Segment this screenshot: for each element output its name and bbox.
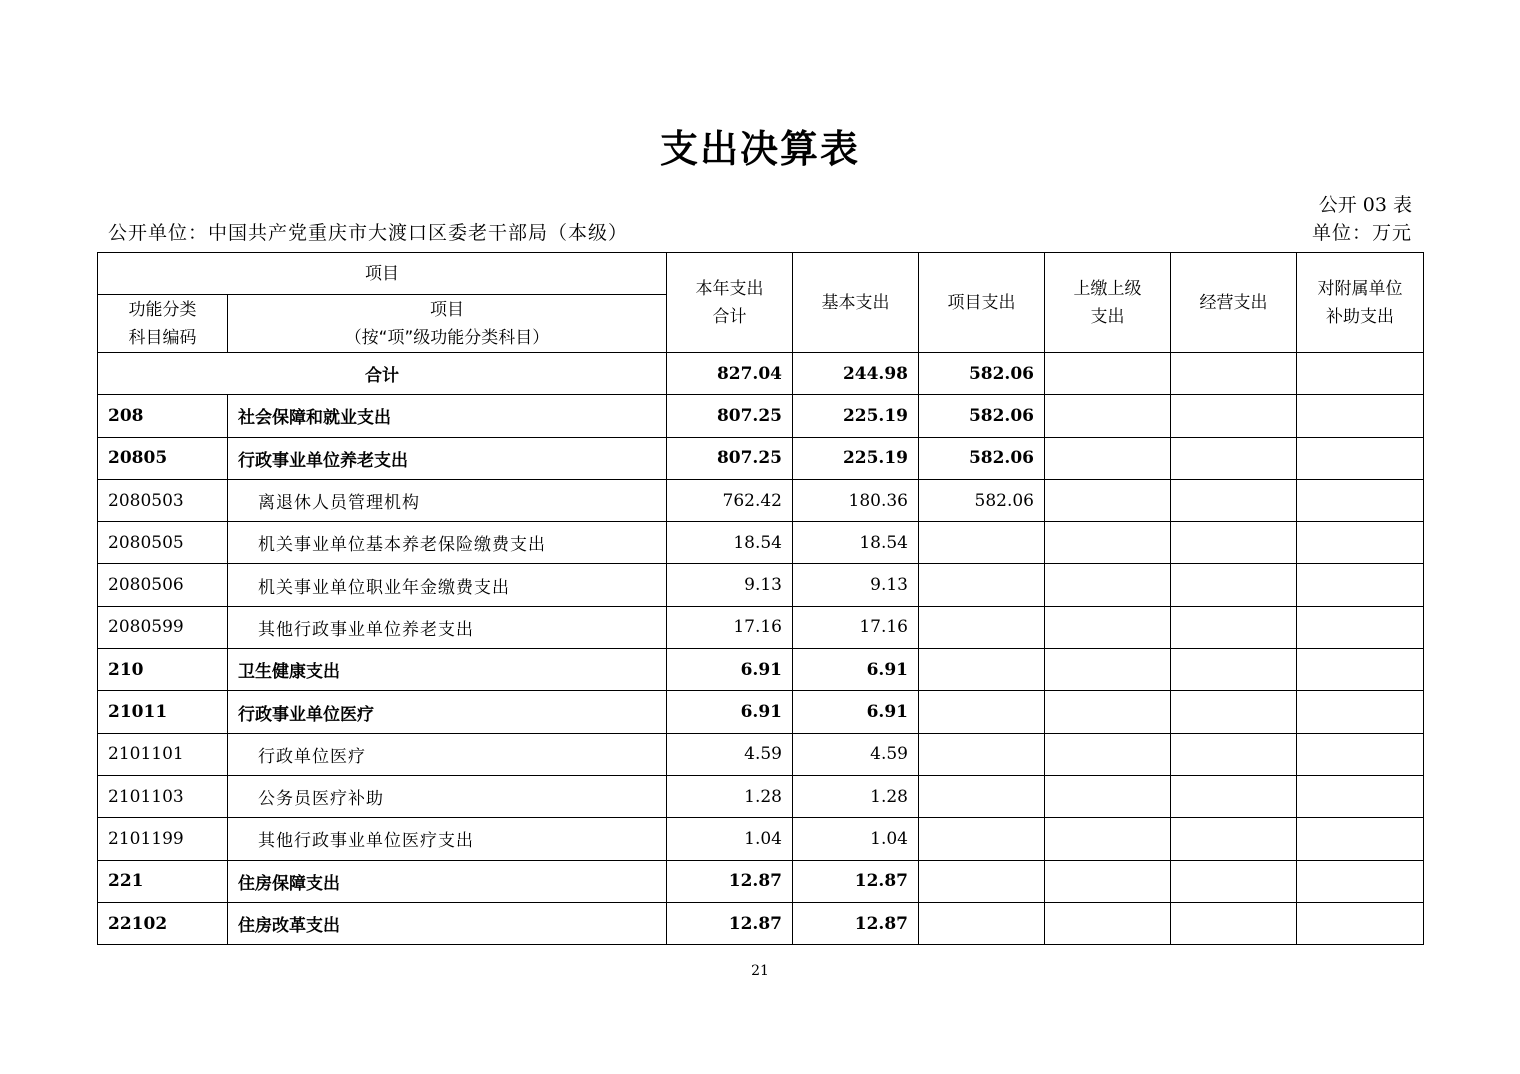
table-row: [98, 437, 1424, 479]
subsidy-cell: [1297, 818, 1424, 860]
upper-cell: [1045, 606, 1171, 648]
code-cell: 2080505: [98, 522, 228, 564]
name-cell: 行政事业单位养老支出: [228, 437, 667, 479]
total-cell: 807.25: [667, 395, 793, 437]
upper-cell: [1045, 649, 1171, 691]
subsidy-cell: [1297, 691, 1424, 733]
basic-cell: 9.13: [793, 564, 919, 606]
upper-cell: [1045, 353, 1171, 395]
item-cell: 582.06: [919, 395, 1045, 437]
total-cell: 1.28: [667, 775, 793, 817]
item-cell: 582.06: [919, 479, 1045, 521]
header-project-group: 项目: [98, 253, 667, 295]
basic-cell: 17.16: [793, 606, 919, 648]
publishing-unit: 公开单位：中国共产党重庆市大渡口区委老干部局（本级）: [108, 222, 629, 244]
currency-unit: 单位：万元: [1311, 222, 1412, 244]
header-total: 本年支出 合计: [667, 253, 793, 353]
table-row: [98, 564, 1424, 606]
business-cell: [1171, 902, 1297, 944]
name-cell: 机关事业单位职业年金缴费支出: [228, 564, 667, 606]
total-cell: 762.42: [667, 479, 793, 521]
header-upper: 上缴上级 支出: [1045, 253, 1171, 353]
subsidy-cell: [1297, 733, 1424, 775]
upper-cell: [1045, 775, 1171, 817]
subsidy-cell: [1297, 860, 1424, 902]
table-row: [98, 395, 1424, 437]
item-cell: [919, 902, 1045, 944]
item-cell: 582.06: [919, 437, 1045, 479]
basic-cell: 12.87: [793, 902, 919, 944]
item-cell: [919, 775, 1045, 817]
table-row: [98, 775, 1424, 817]
upper-cell: [1045, 479, 1171, 521]
basic-cell: 18.54: [793, 522, 919, 564]
table-row: [98, 522, 1424, 564]
form-number: 公开 03 表: [1318, 194, 1412, 216]
code-cell: 210: [98, 649, 228, 691]
upper-cell: [1045, 522, 1171, 564]
subsidy-cell: [1297, 606, 1424, 648]
name-cell: 行政单位医疗: [228, 733, 667, 775]
code-cell: 21011: [98, 691, 228, 733]
code-cell: 20805: [98, 437, 228, 479]
business-cell: [1171, 860, 1297, 902]
header-subsidy: 对附属单位 补助支出: [1297, 253, 1424, 353]
subsidy-cell: [1297, 522, 1424, 564]
basic-cell: 1.04: [793, 818, 919, 860]
business-cell: [1171, 606, 1297, 648]
basic-cell: 1.28: [793, 775, 919, 817]
item-cell: [919, 733, 1045, 775]
upper-cell: [1045, 395, 1171, 437]
total-cell: 17.16: [667, 606, 793, 648]
name-cell: 其他行政事业单位养老支出: [228, 606, 667, 648]
code-cell: 221: [98, 860, 228, 902]
name-cell: 行政事业单位医疗: [228, 691, 667, 733]
total-cell: 6.91: [667, 649, 793, 691]
business-cell: [1171, 818, 1297, 860]
business-cell: [1171, 353, 1297, 395]
name-cell: 住房改革支出: [228, 902, 667, 944]
item-cell: [919, 860, 1045, 902]
basic-cell: 180.36: [793, 479, 919, 521]
table-row: [98, 860, 1424, 902]
item-cell: [919, 818, 1045, 860]
item-cell: [919, 691, 1045, 733]
basic-cell: 225.19: [793, 395, 919, 437]
upper-cell: [1045, 902, 1171, 944]
upper-cell: [1045, 437, 1171, 479]
basic-cell: 225.19: [793, 437, 919, 479]
header-code: 功能分类 科目编码: [98, 295, 228, 353]
total-cell: 9.13: [667, 564, 793, 606]
total-cell: 827.04: [667, 353, 793, 395]
item-cell: [919, 522, 1045, 564]
business-cell: [1171, 522, 1297, 564]
header-basic: 基本支出: [793, 253, 919, 353]
item-cell: 582.06: [919, 353, 1045, 395]
subsidy-cell: [1297, 775, 1424, 817]
header-business: 经营支出: [1171, 253, 1297, 353]
total-cell: 6.91: [667, 691, 793, 733]
subsidy-cell: [1297, 395, 1424, 437]
code-cell: 208: [98, 395, 228, 437]
upper-cell: [1045, 733, 1171, 775]
total-cell: 4.59: [667, 733, 793, 775]
item-cell: [919, 649, 1045, 691]
page-number: 21: [751, 963, 769, 979]
name-cell: 离退休人员管理机构: [228, 479, 667, 521]
business-cell: [1171, 775, 1297, 817]
business-cell: [1171, 395, 1297, 437]
table-row: [98, 733, 1424, 775]
total-cell: 18.54: [667, 522, 793, 564]
table-row: [98, 691, 1424, 733]
total-cell: 12.87: [667, 860, 793, 902]
subsidy-cell: [1297, 437, 1424, 479]
business-cell: [1171, 564, 1297, 606]
upper-cell: [1045, 860, 1171, 902]
upper-cell: [1045, 564, 1171, 606]
upper-cell: [1045, 691, 1171, 733]
table-row: [98, 606, 1424, 648]
table-row: [98, 818, 1424, 860]
name-cell: 住房保障支出: [228, 860, 667, 902]
name-cell: 卫生健康支出: [228, 649, 667, 691]
header-project: 项目 （按“项”级功能分类科目）: [228, 295, 667, 353]
total-row: [98, 353, 1424, 395]
total-cell: 12.87: [667, 902, 793, 944]
subsidy-cell: [1297, 353, 1424, 395]
name-cell: 公务员医疗补助: [228, 775, 667, 817]
name-cell: 其他行政事业单位医疗支出: [228, 818, 667, 860]
item-cell: [919, 564, 1045, 606]
basic-cell: 12.87: [793, 860, 919, 902]
name-cell: 社会保障和就业支出: [228, 395, 667, 437]
total-cell: 1.04: [667, 818, 793, 860]
item-cell: [919, 606, 1045, 648]
page-title: 支出决算表: [659, 127, 860, 171]
name-cell: 机关事业单位基本养老保险缴费支出: [228, 522, 667, 564]
total-cell: 807.25: [667, 437, 793, 479]
code-cell: 2080503: [98, 479, 228, 521]
table-row: [98, 649, 1424, 691]
basic-cell: 6.91: [793, 691, 919, 733]
code-cell: 2101101: [98, 733, 228, 775]
business-cell: [1171, 691, 1297, 733]
basic-cell: 4.59: [793, 733, 919, 775]
basic-cell: 244.98: [793, 353, 919, 395]
code-cell: 2101199: [98, 818, 228, 860]
code-cell: 2080506: [98, 564, 228, 606]
code-cell: 22102: [98, 902, 228, 944]
business-cell: [1171, 649, 1297, 691]
total-label: 合计: [98, 353, 667, 395]
business-cell: [1171, 733, 1297, 775]
subsidy-cell: [1297, 564, 1424, 606]
table-row: [98, 902, 1424, 944]
subsidy-cell: [1297, 479, 1424, 521]
subsidy-cell: [1297, 902, 1424, 944]
subsidy-cell: [1297, 649, 1424, 691]
upper-cell: [1045, 818, 1171, 860]
code-cell: 2101103: [98, 775, 228, 817]
basic-cell: 6.91: [793, 649, 919, 691]
business-cell: [1171, 479, 1297, 521]
business-cell: [1171, 437, 1297, 479]
expenditure-table: [97, 252, 1424, 945]
code-cell: 2080599: [98, 606, 228, 648]
header-item: 项目支出: [919, 253, 1045, 353]
table-row: [98, 479, 1424, 521]
